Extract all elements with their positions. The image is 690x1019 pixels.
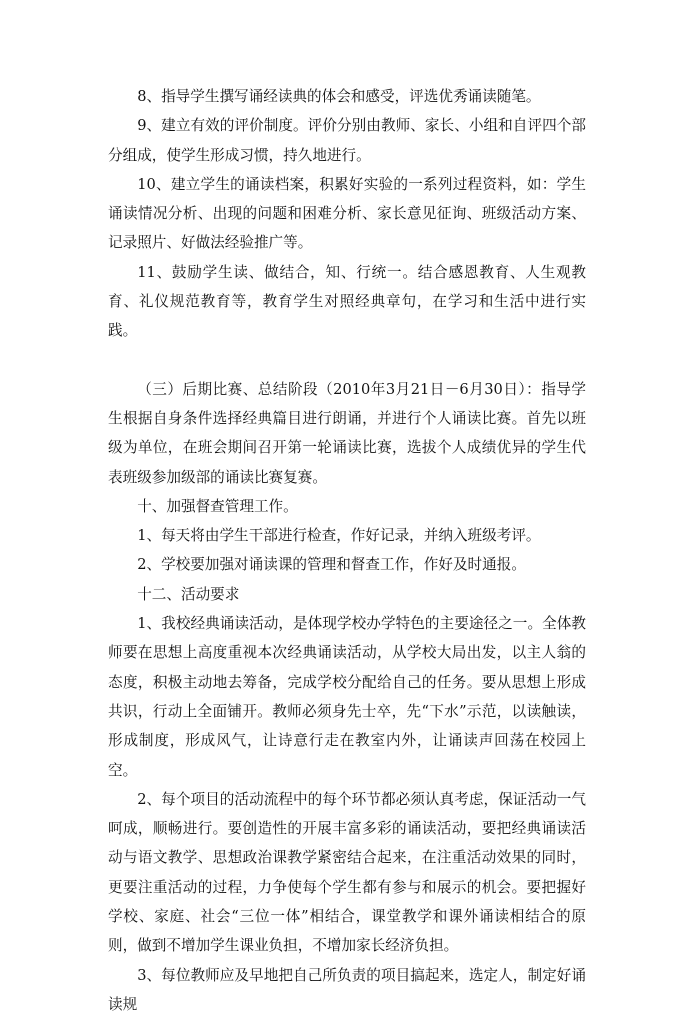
paragraph-supervision-1: 1、每天将由学生干部进行检查，作好记录，并纳入班级考评。 (137, 527, 541, 545)
section-heading-requirements: 十二、活动要求 (137, 585, 240, 603)
paragraph-requirement-2: 2、每个项目的活动流程中的每个环节都必须认真考虑，保证活动一气呵成，顺畅进行。要创造性的开展丰富多彩的诵读活动，要把经典诵读活动与语文教学、思想政治课教学紧密结合起来，在注重活动效果的同时，更要注重活动的过程，力争使每个学生都有参与和展示的机会。要把握好学校、家庭、社会“三位一体”相结合，课堂教学和课外诵读相结合的原则，做到不增加学生课业负担，不增加家长经济负担。 (108, 790, 586, 955)
paragraph-item-11: 11、鼓励学生读、做结合，知、行统一。结合感恩教育、人生观教育、礼仪规范教育等，教育学生对照经典章句，在学习和生活中进行实践。 (108, 263, 586, 340)
document-body (108, 82, 586, 1019)
paragraph-item-8: 8、指导学生撰写诵经读典的体会和感受，评选优秀诵读随笔。 (137, 88, 541, 105)
paragraph-requirement-1: 1、我校经典诵读活动，是体现学校办学特色的主要途径之一。全体教师要在思想上高度重视本次经典诵读活动，从学校大局出发，以主人翁的态度，积极主动地去筹备，完成学校分配给自己的任务。要从思想上形成共识，行动上全面铺开。教师必须身先士卒，先“下水”示范，以读触读，形成制度，形成风气，让诗意行走在教室内外，让诵读声回荡在校园上空。 (108, 615, 586, 779)
paragraph-stage-three: （三）后期比赛、总结阶段（2010年3月21日－6月30日）：指导学生根据自身条件选择经典篇目进行朗诵，并进行个人诵读比赛。首先以班级为单位，在班会期间召开第一轮诵读比赛，选拔个人成绩优异的学生代表班级参加级部的诵读比赛复赛。 (108, 380, 586, 486)
section-heading-supervision: 十、加强督查管理工作。 (137, 497, 298, 515)
paragraph-item-10: 10、建立学生的诵读档案，积累好实验的一系列过程资料，如：学生诵读情况分析、出现的问题和困难分析、家长意见征询、班级活动方案、记录照片、好做法经验推广等。 (108, 175, 586, 252)
paragraph-gap (108, 346, 586, 375)
paragraph-item-9: 9、建立有效的评价制度。评价分别由教师、家长、小组和自评四个部分组成，使学生形成习惯，持久地进行。 (108, 117, 586, 164)
paragraph-supervision-2: 2、学校要加强对诵读课的管理和督查工作，作好及时通报。 (137, 556, 526, 574)
paragraph-requirement-3: 3、每位教师应及早地把自己所负责的项目搞起来，选定人，制定好诵读规 (108, 966, 586, 1013)
